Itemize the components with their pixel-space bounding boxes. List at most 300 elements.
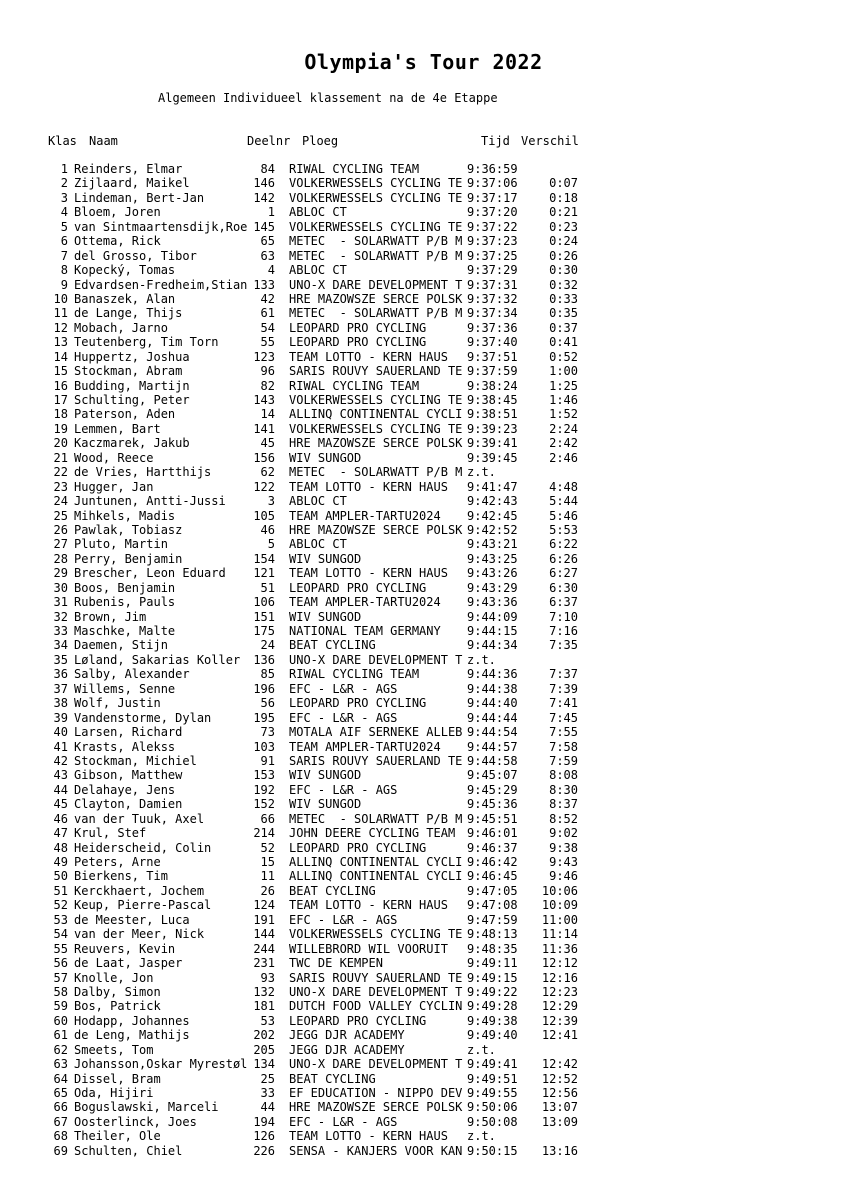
position: 40 [53,725,68,740]
position: 7 [60,248,68,263]
rider-name: Mihkels, Madis [74,508,176,523]
team-name: TEAM LOTTO - KERN HAUS [289,566,448,581]
table-row [0,985,847,999]
time-gap: 0:35 [549,306,578,321]
time: 9:49:15 [467,970,518,985]
header-name: Naam [89,134,118,148]
team-name: ALLINQ CONTINENTAL CYCLI [289,407,463,422]
position: 51 [53,883,68,898]
bib-number: 134 [253,1057,275,1072]
rider-name: Larsen, Richard [74,725,183,740]
position: 43 [53,768,68,783]
table-row [0,494,847,508]
team-name: VOLKERWESSELS CYCLING TE [289,421,463,436]
rider-name: de Meester, Luca [74,912,190,927]
team-name: UNO-X DARE DEVELOPMENT T [289,277,463,292]
time-gap: 0:30 [549,263,578,278]
rider-name: Oosterlinck, Joes [74,1114,197,1129]
table-row [0,1129,847,1143]
time: 9:48:13 [467,927,518,942]
bib-number: 84 [260,162,275,176]
time: 9:43:21 [467,537,518,552]
time-gap: 0:41 [549,335,578,350]
position: 17 [53,393,68,407]
time: 9:44:44 [467,710,518,725]
time-gap: 12:39 [541,1013,578,1028]
team-name: TEAM AMPLER-TARTU2024 [289,739,441,754]
team-name: RIWAL CYCLING TEAM [289,667,420,682]
table-row [0,249,847,263]
time: 9:47:59 [467,912,518,927]
time: 9:36:59 [467,162,518,176]
rider-name: Edvardsen-Fredheim,Stian [74,277,248,292]
team-name: METEC - SOLARWATT P/B M [289,234,463,249]
team-name: UNO-X DARE DEVELOPMENT T [289,652,463,667]
time-gap: 1:25 [549,378,578,393]
position: 61 [53,1028,68,1043]
rider-name: Hodapp, Johannes [74,1013,190,1028]
position: 53 [53,912,68,927]
position: 55 [53,941,68,956]
table-row [0,306,847,320]
position: 19 [53,421,68,436]
table-row [0,321,847,335]
time-gap: 6:26 [549,551,578,566]
position: 35 [53,652,68,667]
rider-name: Teutenberg, Tim Torn [74,335,219,350]
rider-name: Clayton, Damien [74,797,183,812]
bib-number: 156 [253,450,275,465]
team-name: TEAM AMPLER-TARTU2024 [289,595,441,610]
team-name: NATIONAL TEAM GERMANY [289,624,441,638]
time-gap: 0:26 [549,248,578,263]
team-name: LEOPARD PRO CYCLING [289,696,427,711]
time-gap: 2:46 [549,450,578,465]
time-gap: 0:21 [549,205,578,220]
position: 58 [53,984,68,999]
table-row [0,234,847,248]
team-name: METEC - SOLARWATT P/B M [289,811,463,826]
time-gap: 5:44 [549,494,578,509]
time: 9:44:15 [467,624,518,638]
bib-number: 126 [253,1129,275,1144]
rider-name: Pawlak, Tobiasz [74,522,183,537]
rider-name: Pluto, Martin [74,537,168,552]
team-name: LEOPARD PRO CYCLING [289,1013,427,1028]
table-row [0,1072,847,1086]
table-row [0,393,847,407]
team-name: ALLINQ CONTINENTAL CYCLI [289,869,463,884]
bib-number: 26 [260,883,275,898]
bib-number: 202 [253,1028,275,1043]
position: 3 [60,190,68,205]
table-row [0,552,847,566]
rider-name: Hugger, Jan [74,479,154,494]
team-name: JOHN DEERE CYCLING TEAM [289,826,456,841]
rider-name: Knolle, Jon [74,970,154,985]
bib-number: 105 [253,508,275,523]
position: 12 [53,320,68,335]
team-name: HRE MAZOWSZE SERCE POLSK [289,436,463,451]
rider-name: Juntunen, Antti-Jussi [74,494,226,509]
rider-name: Keup, Pierre-Pascal [74,898,212,913]
rider-name: Dalby, Simon [74,984,161,999]
time: 9:39:45 [467,450,518,465]
position: 65 [53,1086,68,1100]
position: 48 [53,840,68,855]
table-row [0,768,847,782]
table-row [0,465,847,479]
position: 32 [53,609,68,624]
team-name: TWC DE KEMPEN [289,956,383,971]
rider-name: Daemen, Stijn [74,638,168,653]
team-name: EFC - L&R - AGS [289,912,398,927]
time-gap: 12:52 [541,1071,578,1086]
table-row [0,624,847,638]
time-gap: 12:29 [541,999,578,1014]
rider-name: Boguslawski, Marceli [74,1100,219,1115]
table-row [0,566,847,580]
bib-number: 153 [253,768,275,783]
rider-name: Perry, Benjamin [74,551,183,566]
table-row [0,682,847,696]
time: 9:49:11 [467,956,518,971]
time-gap: 8:37 [549,797,578,812]
position: 22 [53,465,68,480]
rider-name: Budding, Martijn [74,378,190,393]
time-gap: 0:37 [549,320,578,335]
bib-number: 63 [260,248,275,263]
team-name: ALLINQ CONTINENTAL CYCLI [289,855,463,869]
time: 9:49:38 [467,1013,518,1028]
time: 9:37:59 [467,364,518,379]
position: 24 [53,494,68,509]
time-gap: 12:16 [541,970,578,985]
time-gap: 13:09 [541,1114,578,1129]
position: 62 [53,1042,68,1057]
bib-number: 106 [253,595,275,610]
time: 9:50:06 [467,1100,518,1115]
position: 2 [60,176,68,191]
position: 34 [53,638,68,653]
team-name: SARIS ROUVY SAUERLAND TE [289,970,463,985]
rider-name: Smeets, Tom [74,1042,154,1057]
position: 47 [53,826,68,841]
position: 49 [53,855,68,869]
time: 9:44:40 [467,696,518,711]
time: 9:37:36 [467,320,518,335]
time: 9:37:34 [467,306,518,321]
table-row [0,999,847,1013]
position: 20 [53,436,68,451]
bib-number: 142 [253,190,275,205]
team-name: MOTALA AIF SERNEKE ALLEB [289,725,463,740]
time-gap: 10:09 [541,898,578,913]
time: 9:37:17 [467,190,518,205]
time: 9:41:47 [467,479,518,494]
time-gap: 12:42 [541,1057,578,1072]
bib-number: 61 [260,306,275,321]
position: 67 [53,1114,68,1129]
bib-number: 132 [253,984,275,999]
table-row [0,754,847,768]
team-name: METEC - SOLARWATT P/B M [289,465,463,480]
time: 9:43:25 [467,551,518,566]
team-name: UNO-X DARE DEVELOPMENT T [289,1057,463,1072]
rider-name: Kaczmarek, Jakub [74,436,190,451]
table-row [0,263,847,277]
table-row [0,595,847,609]
time-gap: 1:00 [549,364,578,379]
team-name: JEGG DJR ACADEMY [289,1042,405,1057]
time: z.t. [467,1129,496,1144]
time: 9:44:34 [467,638,518,653]
time: 9:44:09 [467,609,518,624]
team-name: RIWAL CYCLING TEAM [289,378,420,393]
time-gap: 4:48 [549,479,578,494]
time-gap: 7:59 [549,753,578,768]
rider-name: Banaszek, Alan [74,291,176,306]
time: 9:49:55 [467,1086,518,1100]
table-row [0,1014,847,1028]
table-row [0,162,847,176]
time-gap: 2:24 [549,421,578,436]
position: 25 [53,508,68,523]
team-name: BEAT CYCLING [289,883,376,898]
bib-number: 55 [260,335,275,350]
time: 9:46:37 [467,840,518,855]
position: 14 [53,349,68,364]
team-name: HRE MAZOWSZE SERCE POLSK [289,1100,463,1115]
team-name: TEAM LOTTO - KERN HAUS [289,479,448,494]
rider-name: de Leng, Mathijs [74,1028,190,1043]
rider-name: Delahaye, Jens [74,782,176,797]
table-row [0,1028,847,1042]
table-row [0,436,847,450]
bib-number: 46 [260,522,275,537]
bib-number: 175 [253,624,275,638]
bib-number: 56 [260,696,275,711]
time-gap: 0:33 [549,291,578,306]
page-title: Olympia's Tour 2022 [304,50,543,74]
table-row [0,1100,847,1114]
team-name: ABLOC CT [289,263,347,278]
team-name: VOLKERWESSELS CYCLING TE [289,393,463,407]
rider-name: Gibson, Matthew [74,768,183,783]
rider-name: Heiderscheid, Colin [74,840,212,855]
time: 9:43:26 [467,566,518,581]
time: z.t. [467,1042,496,1057]
time: 9:42:45 [467,508,518,523]
position: 44 [53,782,68,797]
time: 9:46:45 [467,869,518,884]
rider-name: Kerckhaert, Jochem [74,883,205,898]
position: 54 [53,927,68,942]
rider-name: Brown, Jim [74,609,147,624]
team-name: LEOPARD PRO CYCLING [289,335,427,350]
position: 56 [53,956,68,971]
time-gap: 7:58 [549,739,578,754]
time: 9:44:38 [467,681,518,696]
time: 9:46:01 [467,826,518,841]
time: 9:39:41 [467,436,518,451]
bib-number: 133 [253,277,275,292]
rider-name: Bos, Patrick [74,999,161,1014]
time: 9:37:20 [467,205,518,220]
bib-number: 51 [260,580,275,595]
time: 9:45:29 [467,782,518,797]
bib-number: 4 [267,263,275,278]
table-row [0,191,847,205]
team-name: VOLKERWESSELS CYCLING TE [289,927,463,942]
bib-number: 93 [260,970,275,985]
time: 9:45:51 [467,811,518,826]
time-gap: 12:41 [541,1028,578,1043]
rider-name: Lindeman, Bert-Jan [74,190,205,205]
rider-name: Zijlaard, Maikel [74,176,190,191]
time: 9:49:22 [467,984,518,999]
table-row [0,1115,847,1129]
table-row [0,725,847,739]
table-row [0,537,847,551]
bib-number: 5 [267,537,275,552]
table-row [0,869,847,883]
team-name: SENSA - KANJERS VOOR KAN [289,1143,463,1158]
time-gap: 9:46 [549,869,578,884]
table-row [0,913,847,927]
time-gap: 8:08 [549,768,578,783]
bib-number: 231 [253,956,275,971]
table-row [0,610,847,624]
time: 9:37:29 [467,263,518,278]
rider-name: Krasts, Alekss [74,739,176,754]
position: 46 [53,811,68,826]
rider-name: van Sintmaartensdijk,Roe [74,219,248,234]
time-gap: 7:16 [549,624,578,638]
position: 36 [53,667,68,682]
time: 9:48:35 [467,941,518,956]
table-row [0,278,847,292]
position: 52 [53,898,68,913]
team-name: WILLEBRORD WIL VOORUIT [289,941,448,956]
time-gap: 2:42 [549,436,578,451]
position: 57 [53,970,68,985]
team-name: HRE MAZOWSZE SERCE POLSK [289,522,463,537]
header-team: Ploeg [302,134,339,148]
table-row [0,379,847,393]
table-row [0,220,847,234]
time: 9:42:52 [467,522,518,537]
bib-number: 85 [260,667,275,682]
bib-number: 146 [253,176,275,191]
position: 63 [53,1057,68,1072]
team-name: LEOPARD PRO CYCLING [289,840,427,855]
position: 45 [53,797,68,812]
table-row [0,350,847,364]
team-name: TEAM LOTTO - KERN HAUS [289,349,448,364]
time-gap: 5:53 [549,522,578,537]
time-gap: 9:02 [549,826,578,841]
time: 9:47:08 [467,898,518,913]
table-row [0,884,847,898]
team-name: LEOPARD PRO CYCLING [289,580,427,595]
bib-number: 53 [260,1013,275,1028]
time-gap: 5:46 [549,508,578,523]
time: 9:37:22 [467,219,518,234]
time-gap: 11:00 [541,912,578,927]
time: 9:44:58 [467,753,518,768]
bib-number: 3 [267,494,275,509]
time: 9:49:51 [467,1071,518,1086]
time-gap: 1:46 [549,393,578,407]
rider-name: Brescher, Leon Eduard [74,566,226,581]
bib-number: 96 [260,364,275,379]
position: 1 [60,162,68,176]
rider-name: Schulting, Peter [74,393,190,407]
time: 9:37:23 [467,234,518,249]
time-gap: 7:10 [549,609,578,624]
time-gap: 11:14 [541,927,578,942]
table-row [0,942,847,956]
time: 9:44:54 [467,725,518,740]
time-gap: 7:39 [549,681,578,696]
bib-number: 145 [253,219,275,234]
bib-number: 214 [253,826,275,841]
rider-name: Boos, Benjamin [74,580,176,595]
bib-number: 195 [253,710,275,725]
rider-name: Maschke, Malte [74,624,176,638]
team-name: WIV SUNGOD [289,609,362,624]
table-row [0,740,847,754]
time-gap: 12:23 [541,984,578,999]
bib-number: 54 [260,320,275,335]
bib-number: 103 [253,739,275,754]
rider-name: Paterson, Aden [74,407,176,422]
time-gap: 0:24 [549,234,578,249]
time: 9:45:36 [467,797,518,812]
position: 29 [53,566,68,581]
position: 13 [53,335,68,350]
table-row [0,205,847,219]
rider-name: Wood, Reece [74,450,154,465]
time: 9:37:32 [467,291,518,306]
team-name: DUTCH FOOD VALLEY CYCLIN [289,999,463,1014]
bib-number: 121 [253,566,275,581]
time: 9:42:43 [467,494,518,509]
team-name: WIV SUNGOD [289,450,362,465]
header-nr: Deelnr [247,134,291,148]
team-name: ABLOC CT [289,205,347,220]
rider-name: Salby, Alexander [74,667,190,682]
time: 9:49:41 [467,1057,518,1072]
bib-number: 181 [253,999,275,1014]
bib-number: 14 [260,407,275,422]
team-name: EFC - L&R - AGS [289,1114,398,1129]
team-name: TEAM LOTTO - KERN HAUS [289,898,448,913]
bib-number: 15 [260,855,275,869]
table-row [0,581,847,595]
time: 9:47:05 [467,883,518,898]
table-row [0,667,847,681]
time-gap: 7:55 [549,725,578,740]
table-row [0,927,847,941]
time-gap: 12:56 [541,1086,578,1100]
bib-number: 124 [253,898,275,913]
team-name: HRE MAZOWSZE SERCE POLSK [289,291,463,306]
bib-number: 45 [260,436,275,451]
team-name: EF EDUCATION - NIPPO DEV [289,1086,463,1100]
time: 9:38:45 [467,393,518,407]
